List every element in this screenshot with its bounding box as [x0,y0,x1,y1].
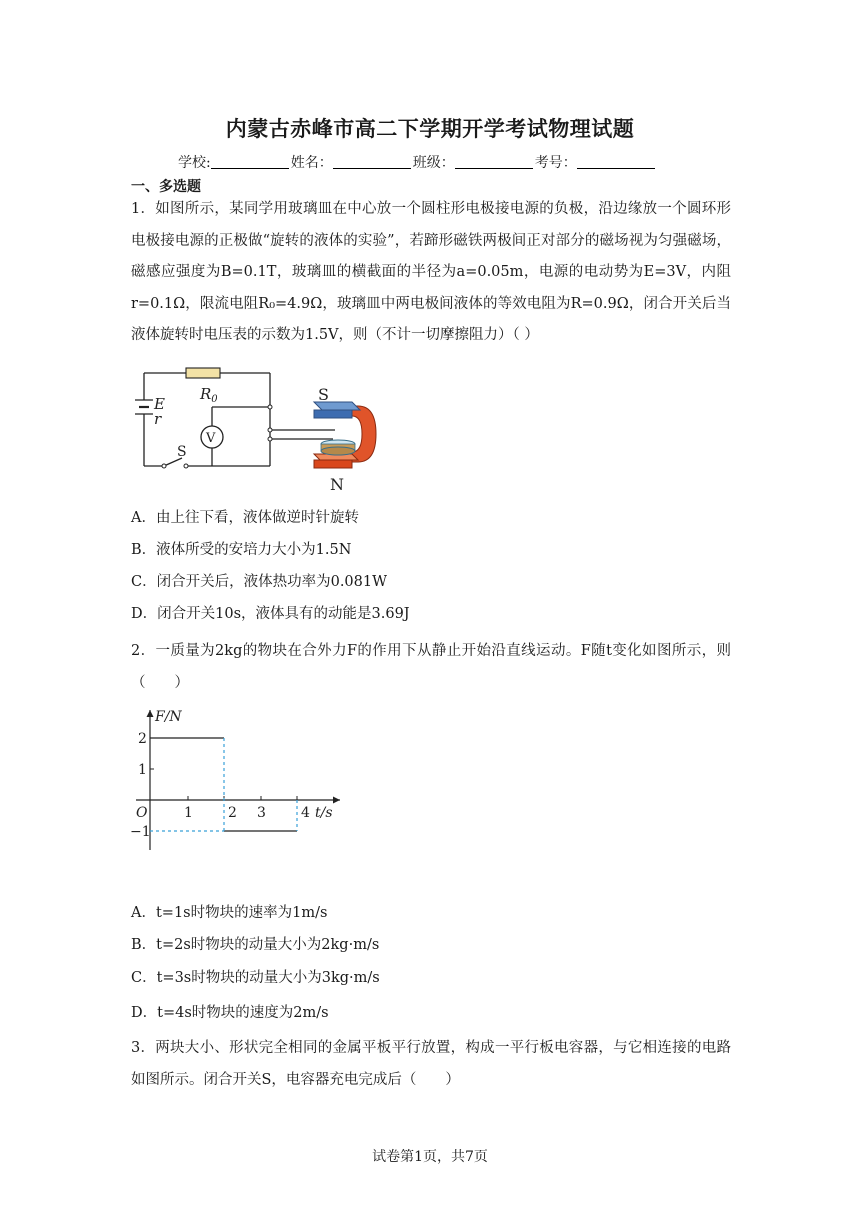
switch-label: S [177,444,187,460]
q2-option-a: A．t=1s时物块的速率为1m/s [131,905,328,921]
emf-label: E [154,395,165,413]
q1-option-b: B．液体所受的安培力大小为1.5N [131,542,352,558]
section-heading: 一、多选题 [131,179,201,195]
y-tick-neg-1: −1 [130,824,151,840]
q1-option-a: A．由上往下看，液体做逆时针旋转 [131,510,359,526]
voltmeter-label: V [206,431,216,446]
school-blank [211,154,289,169]
q2-option-d: D．t=4s时物块的速度为2m/s [131,1005,329,1021]
x-axis-label: t/s [315,805,333,821]
class-blank [455,154,533,169]
svg-text:R0 [199,385,218,405]
page-title: 内蒙古赤峰市高二下学期开学考试物理试题 [225,117,635,141]
force-time-chart [130,704,345,856]
page-footer: 试卷第1页，共7页 [372,1149,488,1165]
resistor-label: R [200,385,212,403]
school-label: 学校: [178,155,211,171]
name-blank [333,154,411,169]
x-tick-2: 2 [228,805,237,821]
y-tick-2: 2 [138,731,147,747]
y-axis-label: F/N [155,709,182,725]
q1-option-c: C．闭合开关后，液体热功率为0.081W [131,574,388,590]
origin-label: O [136,805,148,821]
question-1-text: 1．如图所示，某同学用玻璃皿在中心放一个圆柱形电极接电源的负极，沿边缘放一个圆环形电极接电源的正极做“旋转的液体的实验”，若蹄形磁铁两极间正对部分的磁场视为匀强磁场，磁感应强度为B=0.1T，玻璃皿的横截面的半径为a=0.05m，电源的电动势为E=3V，内阻r=0.1Ω，限流电阻R₀=4.9Ω，玻璃皿中两电极间液体的等效电阻为R=0.9Ω，闭合开关后当液体旋转时电压表的示数为1.5V，则（不计一切摩擦阻力）（ ） [131,201,731,343]
x-tick-1: 1 [184,805,193,821]
x-tick-4: 4 [301,805,310,821]
id-label: 考号： [534,155,577,171]
id-blank [577,154,655,169]
q2-option-b: B．t=2s时物块的动量大小为2kg·m/s [131,937,380,953]
y-tick-1: 1 [138,762,147,778]
circuit-figure [130,362,380,494]
student-info-line [178,152,657,172]
question-3-text: 3．两块大小、形状完全相同的金属平板平行放置，构成一平行板电容器，与它相连接的电路如图所示。闭合开关S，电容器充电完成后（ ） [131,1040,731,1088]
class-label: 班级： [412,155,455,171]
x-tick-3: 3 [257,805,266,821]
resistor-subscript: 0 [211,394,218,405]
magnet-s-label: S [318,385,329,404]
name-label: 姓名： [290,155,333,171]
magnet-n-label: N [330,475,344,494]
q1-option-d: D．闭合开关10s，液体具有的动能是3.69J [131,606,410,622]
internal-resistance-label: r [154,410,162,428]
question-2-text: 2．一质量为2kg的物块在合外力F的作用下从静止开始沿直线运动。F随t变化如图所示，则（ ） [131,643,731,691]
q2-option-c: C．t=3s时物块的动量大小为3kg·m/s [131,970,380,986]
